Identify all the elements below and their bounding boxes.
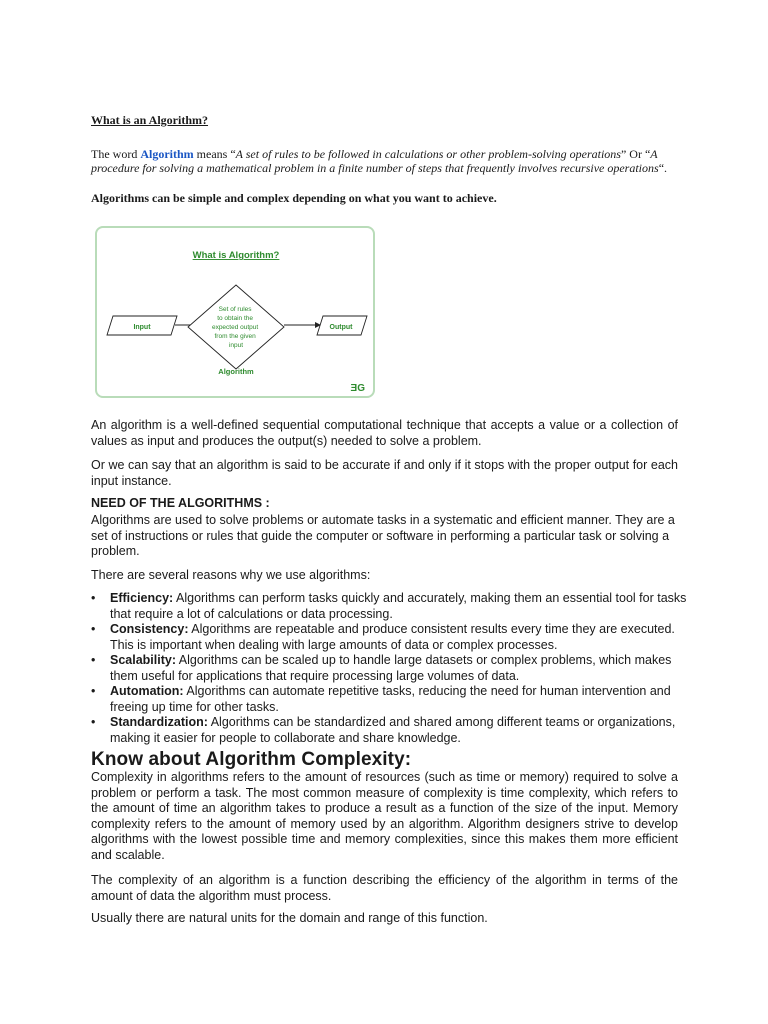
diamond-line: input [228, 342, 244, 349]
diamond-line: expected output [211, 324, 259, 331]
bullet-icon: • [91, 684, 96, 698]
reason-text: Algorithms can automate repetitive tasks, reducing the need for human intervention and freeing up time for other tasks. [110, 684, 671, 714]
bullet-icon: • [91, 653, 96, 667]
diagram-title: What is Algorithm? [192, 250, 280, 261]
definition-two: A procedure for solving a mathematical problem in a finite number of steps that frequently involves recursive operations [91, 147, 659, 175]
list-item [91, 653, 691, 684]
section-heading: What is an Algorithm? [91, 113, 209, 127]
reasons-list [91, 591, 691, 746]
paragraph-efficiency: The complexity of an algorithm is a function describing the efficiency of the algorithm in terms of the amount of data the algorithm must process. [91, 873, 678, 903]
paragraph-need: Algorithms are used to solve problems or automate tasks in a systematic and efficient manner. They are a set of instructions or rules that guide the computer or software in performing a particular task or solving a problem. [91, 513, 675, 558]
bullet-icon: • [91, 622, 96, 636]
paragraph-complexity: Complexity in algorithms refers to the amount of resources (such as time or memory) required to solve a problem or perform a task. The most common measure of complexity is time complexity, which refers to the amount of time an algorithm takes to produce a result as a function of the size of the input. Memory complexity refers to the amount of memory used by an algorithm. Algorithm designers strive to develop algorithms with the lowest possible time and memory complexities, since this makes them more efficient and scalable. [91, 770, 678, 862]
reason-text: Algorithms can be scaled up to handle large datasets or complex problems, which makes them useful for applications that require processing large volumes of data. [110, 653, 672, 683]
paragraph-units: Usually there are natural units for the domain and range of this function. [91, 911, 488, 925]
reason-term: Automation: [110, 684, 184, 698]
definition-one: A set of rules to be followed in calculations or other problem-solving operations [235, 147, 621, 161]
reason-term: Scalability: [110, 653, 176, 667]
list-item [91, 622, 691, 653]
intro-end: “. [658, 161, 668, 175]
complexity-heading: Know about Algorithm Complexity: [91, 749, 412, 770]
paragraph-accuracy: Or we can say that an algorithm is said to be accurate if and only if it stops with the proper output for each input instance. [91, 458, 678, 488]
reason-text: Algorithms can be standardized and shared among different teams or organizations, making it easier for people to collaborate and share knowledge. [110, 715, 676, 745]
diamond-line: to obtain the [217, 315, 253, 322]
bullet-icon: • [91, 715, 96, 729]
need-heading: NEED OF THE ALGORITHMS : [91, 496, 270, 510]
gfg-logo: ƎG [350, 383, 365, 394]
algorithm-keyword: Algorithm [140, 147, 194, 161]
diamond-line: from the given [214, 333, 256, 340]
paragraph-reasons-intro: There are several reasons why we use algorithms: [91, 568, 371, 582]
reason-term: Consistency: [110, 622, 189, 636]
algorithm-diagram [95, 226, 375, 398]
diamond-line: Set of rules [218, 306, 252, 313]
diagram-svg [97, 228, 373, 396]
output-label: Output [329, 324, 353, 331]
paragraph-definition: An algorithm is a well-defined sequential computational technique that accepts a value or a collection of values as input and produces the output(s) needed to solve a problem. [91, 418, 678, 448]
intro-or: ” Or “ [620, 147, 651, 161]
list-item [91, 684, 691, 715]
list-item [91, 591, 691, 622]
intro-means: means “ [193, 147, 236, 161]
list-item [91, 715, 691, 746]
intro-bold-line: Algorithms can be simple and complex depending on what you want to achieve. [91, 191, 497, 205]
reason-term: Standardization: [110, 715, 208, 729]
reason-term: Efficiency: [110, 591, 174, 605]
input-label: Input [133, 324, 151, 331]
reason-text: Algorithms can perform tasks quickly and accurately, making them an essential tool for tasks that require a lot of calculations or data processing. [110, 591, 687, 621]
intro-prefix: The word [91, 147, 141, 161]
reason-text: Algorithms are repeatable and produce consistent results every time they are executed. This is important when dealing with large amounts of data or complex processes. [110, 622, 675, 652]
bullet-icon: • [91, 591, 96, 605]
diagram-caption: Algorithm [218, 367, 254, 376]
intro-paragraph [91, 147, 691, 175]
